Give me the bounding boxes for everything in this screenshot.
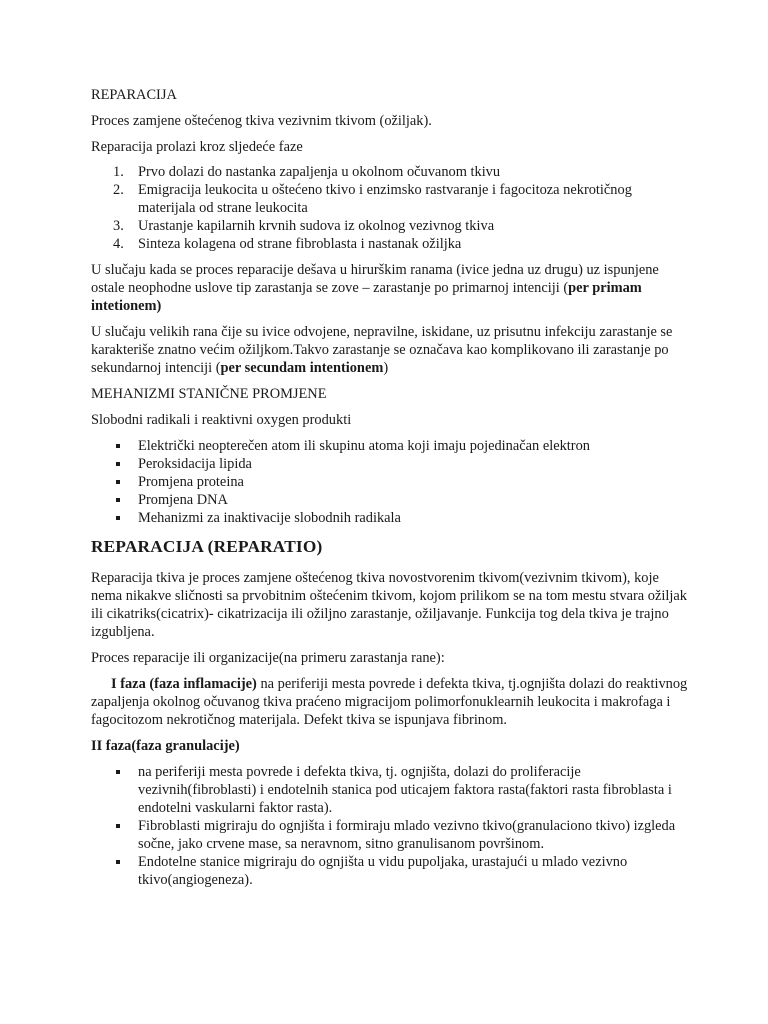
list-item: Fibroblasti migriraju do ognjišta i formiraju mlado vezivno tkivo(granulaciono tkivo) izgleda sočne, jako crvene mase, sa neravnom, sitno granulisanom površinom.: [91, 817, 691, 853]
list-item: Endotelne stanice migriraju do ognjišta u vidu pupoljaka, urastajući u mlado vezivno tkivo(angiogeneza).: [91, 853, 691, 889]
heading-phase-2: II faza(faza granulacije): [91, 738, 240, 754]
paragraph-phases-intro: Reparacija prolazi kroz sljedeće faze: [91, 139, 303, 155]
paragraph-tissue-repair: Reparacija tkiva je proces zamjene oštećenog tkiva novostvorenim tkivom(vezivnim tkivom), koje nema nikakve sličnosti sa prvobitnim oštećenim tkivom, kojom prilikom se na tom mestu stvara ožiljak ili cikatriks(cicatrix)- cikatrizacija ili ožiljno zarastanje, ožiljavanje. Funkcija tog dela tkiva je trajno izgubljena.: [91, 570, 687, 640]
phase2-list: [91, 763, 691, 889]
paragraph-free-radicals: Slobodni radikali i reaktivni oxygen produkti: [91, 412, 352, 428]
paragraph-primary-intention: U slučaju kada se proces reparacije dešava u hirurškim ranama (ivice jedna uz drugu) uz ispunjene ostale neophodne uslove tip zarastanja se zove – zarastanje po primarnoj intenciji (per primam intetionem): [91, 262, 659, 314]
list-item: 2. Emigracija leukocita u oštećeno tkivo i enzimsko rastvaranje i fagocitoza nekrotičnog materijala od strane leukocita: [113, 182, 632, 216]
list-item: 3. Urastanje kapilarnih krvnih sudova iz okolnog vezivnog tkiva: [113, 218, 495, 234]
list-item: 1. Prvo dolazi do nastanka zapaljenja u okolnom očuvanom tkivu: [113, 164, 501, 180]
paragraph-process: Proces reparacije ili organizacije(na primeru zarastanja rane):: [91, 650, 445, 666]
mechanisms-list: [91, 437, 691, 527]
paragraph-definition: Proces zamjene oštećenog tkiva vezivnim tkivom (ožiljak).: [91, 113, 432, 129]
list-item: Mehanizmi za inaktivacije slobodnih radikala: [91, 509, 691, 527]
list-item: 4. Sinteza kolagena od strane fibroblasta i nastanak ožiljka: [113, 236, 462, 252]
document-page: [91, 86, 691, 897]
paragraph-phase-1: I faza (faza inflamacije) na periferiji mesta povrede i defekta tkiva, tj.ognjišta dolazi do reaktivnog zapaljenja okolnog očuvanog tkiva praćeno migracijom polimorfonuklearnih leukocita i makrofaga i fagocitozom nekrotičnog materijala. Defekt tkiva se ispunjava fibrinom.: [91, 676, 688, 728]
list-item: Promjena proteina: [91, 473, 691, 491]
list-item: Peroksidacija lipida: [91, 455, 691, 473]
heading-reparacija: REPARACIJA: [91, 87, 177, 103]
heading-reparatio: REPARACIJA (REPARATIO): [91, 537, 323, 556]
paragraph-secondary-intention: U slučaju velikih rana čije su ivice odvojene, nepravilne, iskidane, uz prisutnu infekciju zarastanje se karakteriše znatno većim ožiljkom.Takvo zarastanje se označava kao komplikovano ili zarastanje po sekundarnoj intenciji (per secundam intentionem): [91, 324, 673, 376]
phases-list: [91, 163, 691, 253]
list-item: Promjena DNA: [91, 491, 691, 509]
list-item: na periferiji mesta povrede i defekta tkiva, tj. ognjišta, dolazi do proliferacije vezivnih(fibroblasti) i endotelnih stanica pod uticajem faktora rasta(faktori rasta fibroblasta i endotelni vaskularni faktor rasta).: [91, 763, 691, 817]
list-item: Električki neopterečen atom ili skupinu atoma koji imaju pojedinačan elektron: [91, 437, 691, 455]
heading-mechanisms: MEHANIZMI STANIČNE PROMJENE: [91, 386, 327, 402]
